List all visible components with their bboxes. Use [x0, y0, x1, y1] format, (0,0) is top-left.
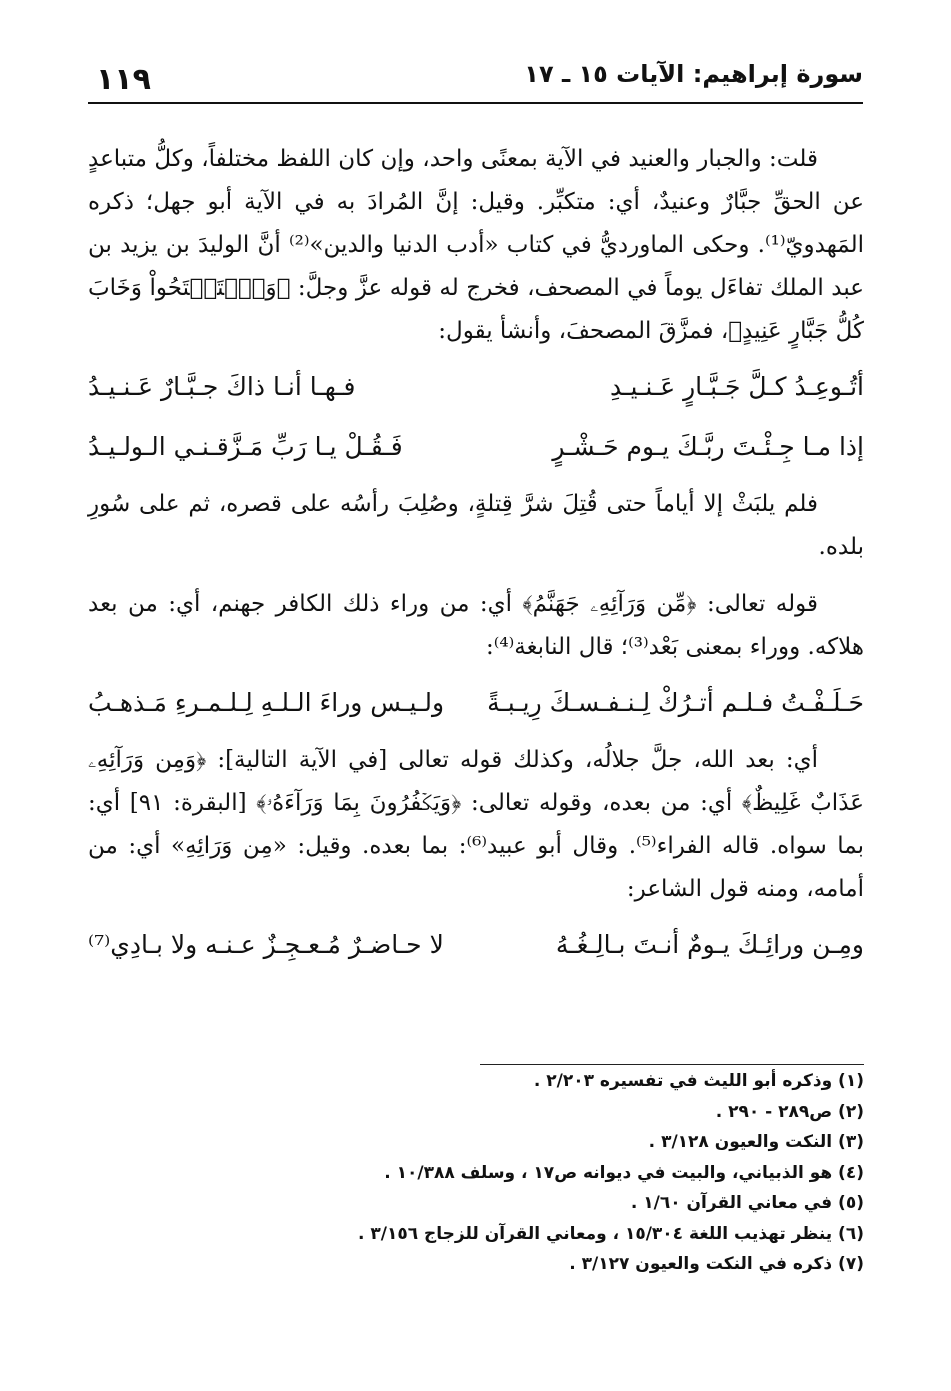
footnotes: [88, 1066, 864, 1280]
page-number: ١١٩: [96, 62, 151, 97]
footnote-item: (٣) النكت والعيون ٣/١٢٨ .: [648, 1132, 864, 1152]
verse-line-3: [88, 679, 864, 727]
footnote-item: (٦) ينظر تهذيب اللغة ١٥/٣٠٤ ، ومعاني القرآن للزجاج ٣/١٥٦ .: [358, 1223, 864, 1244]
verse-1-first-hemistich: أتُـوعِـدُ كـلَّ جَـبَّـارٍ عَـنـيـدِ: [610, 372, 864, 401]
header-divider: [88, 102, 863, 104]
paragraph-1: قلت: والجبار والعنيد في الآية بمعنًى واحد، وإن كان اللفظ مختلفاً، وكلُّ متباعدٍ عن الحقِّ جبَّارٌ وعنيدٌ، أي: متكبِّر. وقيل: إنَّ المُرادَ به في الآية أبو جهل؛ ذكره المَهدويّ⁽¹⁾. وحكى الماورديُّ في كتاب «أدب الدنيا والدين»⁽²⁾ أنَّ الوليدَ بن يزيد بن عبد الملك تفاءَل يوماً في المصحف، فخرج له قوله عزَّ وجلَّ: ﴿وَٱسۡتَفۡتَحُواْ وَخَابَ كُلُّ جَبَّارٍ عَنِيدٍ﴾، فمزَّقَ المصحفَ، وأنشأ يقول:: [88, 146, 864, 344]
verse-2-first-hemistich: إذا مـا جِـئْـتَ ربَّـكَ يـوم حَـشْـرٍ: [552, 432, 864, 461]
running-header: [88, 58, 863, 104]
verse-4-second-hemistich: لا حـاضـرٌ مُـعـجِـزٌ عـنـه ولا بـادِي⁽⁷⁾: [88, 930, 444, 959]
paragraph-4: أي: بعد الله، جلَّ جلالُه، وكذلك قوله تعالى [في الآية التالية]: ﴿وَمِن وَرَآئِهِۦ عَذَابٌ غَلِيظٌ﴾ أي: من بعده، وقوله تعالى: ﴿وَيَكۡفُرُونَ بِمَا وَرَآءَهُۥ﴾ [البقرة: ٩١] أي: بما سواه. قاله الفراء⁽⁵⁾. وقال أبو عبيد⁽⁶⁾: بما بعده. وقيل: «مِن وَرَائِهِ» أي: من أمامه، ومنه قول الشاعر:: [88, 747, 864, 902]
verse-3-second-hemistich: ولـيـس وراءَ الـلـهِ لِـلـمـرءِ مَـذهـبُ: [88, 688, 445, 717]
verse-2-second-hemistich: فَـقُـلْ يـا رَبِّ مَـزَّقـنـي الـولـيـدُ: [88, 432, 403, 461]
footnote-item: (٢) ص٢٨٩ - ٢٩٠ .: [715, 1101, 864, 1122]
verse-line-1: [88, 363, 864, 411]
verse-3-first-hemistich: حَـلَـفْـتُ فـلـم أتـرُكْ لِـنـفـسـكَ رِيـبـةً: [487, 688, 864, 717]
footnote-item: (٧) ذكره في النكت والعيون ٣/١٢٧ .: [569, 1254, 864, 1274]
footnote-divider: [480, 1064, 864, 1065]
main-text: [88, 138, 864, 981]
verse-line-2: [88, 423, 864, 471]
paragraph-3: قوله تعالى: ﴿مِّن وَرَآئِهِۦ جَهَنَّمُ﴾ أي: من وراء ذلك الكافر جهنم، أي: من بعد هلاكه. ووراء بمعنى بَعْد⁽³⁾؛ قال النابغة⁽⁴⁾:: [88, 591, 864, 660]
footnote-item: (٤) هو الذبياني، والبيت في ديوانه ص١٧ ، وسلف ١٠/٣٨٨ .: [384, 1162, 864, 1183]
paragraph-2: فلم يلبَثْ إلا أياماً حتى قُتِلَ شرَّ قِتلةٍ، وصُلِبَ رأسُه على قصره، ثم على سُورِ بلده.: [88, 491, 864, 560]
verse-4-first-hemistich: ومِـن ورائِـكَ يـومٌ أنـتَ بـالِـغُـهُ: [555, 930, 864, 959]
verse-line-4: [88, 921, 864, 969]
chapter-title: سورة إبراهيم: الآيات ١٥ ـ ١٧: [524, 60, 863, 88]
footnote-item: (٥) في معاني القرآن ١/٦٠ .: [630, 1193, 864, 1213]
verse-1-second-hemistich: فـهـا أنـا ذاكَ جـبَّـارٌ عَـنـيـدُ: [88, 372, 356, 401]
footnote-item: (١) وذكره أبو الليث في تفسيره ٢/٢٠٣ .: [533, 1071, 864, 1091]
